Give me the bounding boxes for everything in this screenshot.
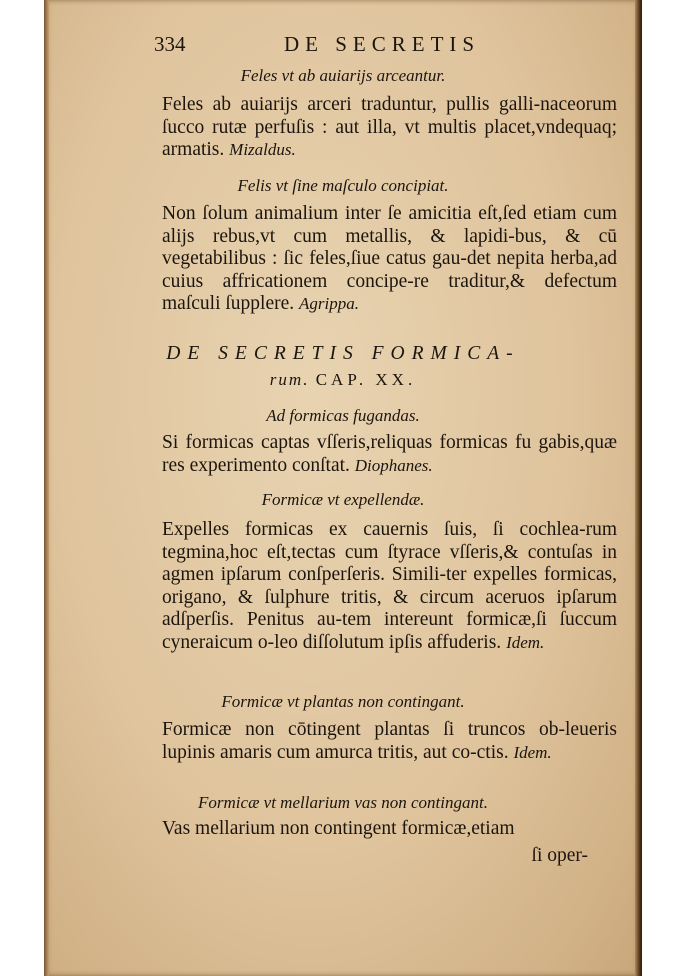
citation: Diophanes. — [354, 455, 433, 475]
section-heading: Formicæ vt expellendæ. — [261, 490, 425, 509]
chapter-subtitle — [44, 370, 642, 390]
page-fore-edge — [635, 0, 642, 976]
body-text: Feles ab auiarijs arceri traduntur, pullis galli-naceorum ſucco rutæ perfuſis : aut illa, vt multis placet,vndequaq; armatis. — [162, 94, 617, 160]
citation: Idem. — [506, 632, 545, 652]
chapter-subtitle-rum: rum. — [269, 370, 310, 389]
citation: Idem. — [513, 742, 552, 762]
book-page — [44, 0, 642, 976]
running-title: DE SECRETIS — [284, 32, 481, 56]
section-body — [162, 818, 617, 841]
body-text: Expelles formicas ex cauernis ſuis, ſi cochlea-rum tegmina,hoc eſt,tectas cum ſtyrace vſſeris,& contuſas in agmen ipſarum conſperſeris. Simili-ter expelles formicas, origano, & ſulphure tritis, & circum aceruos ipſarum adſperſis. Penitus au-tem intereunt formicæ,ſi ſuccum cyneraicum o-leo diſſolutum ipſis affuderis. — [162, 519, 617, 653]
citation: Agrippa. — [299, 294, 359, 313]
running-header — [154, 32, 614, 56]
catchword: ſi oper- — [531, 845, 588, 866]
page-gutter — [44, 0, 49, 976]
body-text: Formicæ non cōtingent plantas ſi truncos ob-leueris lupinis amaris cum amurca tritis, aut co-ctis. — [162, 719, 617, 763]
citation: Mizaldus. — [229, 140, 296, 159]
body-text: Si formicas captas vſſeris,reliquas formicas fu gabis,quæ res experimento conſtat. — [162, 432, 617, 476]
section-body — [162, 519, 617, 654]
section-body — [162, 719, 617, 764]
section-body — [162, 203, 617, 316]
section-heading: Formicæ vt mellarium vas non contingant. — [198, 793, 488, 812]
chapter-title: DE SECRETIS FORMICA- — [166, 343, 520, 364]
chapter-number: CAP. XX. — [315, 370, 417, 389]
section-heading: Felis vt ſine maſculo concipiat. — [237, 176, 449, 195]
section-body — [162, 94, 617, 162]
page-number: 334 — [154, 32, 186, 56]
section-body — [162, 432, 617, 477]
body-text: Vas mellarium non contingent formicæ,etiam — [162, 818, 515, 839]
section-heading: Formicæ vt plantas non contingant. — [221, 692, 465, 711]
section-heading: Feles vt ab auiarijs arceantur. — [240, 66, 446, 85]
body-text: Non ſolum animalium inter ſe amicitia eſt,ſed etiam cum alijs rebus,vt cum metallis, & lapidi-bus, & cū vegetabilibus : ſic feles,ſiue catus gau-det nepita herba,ad cuius affricationem concipe-re traditur,& defectum maſculi ſupplere. — [162, 203, 617, 314]
section-heading: Ad formicas fugandas. — [266, 406, 420, 425]
